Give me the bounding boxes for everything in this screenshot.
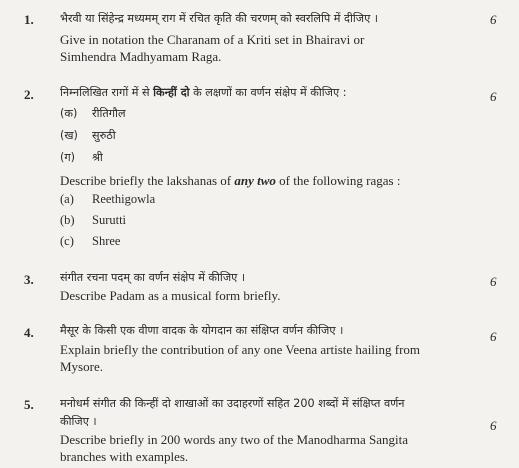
- text-segment: निम्नलिखित रागों में से: [60, 86, 154, 99]
- question-text-english-line2: Simhendra Madhyamam Raga.: [60, 49, 222, 64]
- question-number: 4.: [24, 325, 34, 340]
- text-segment: Describe briefly the lakshanas of: [60, 173, 235, 188]
- question-text-english: Describe Padam as a musical form briefly.: [60, 288, 281, 303]
- option-english-3: [60, 234, 120, 249]
- question-text-english-line1: Explain briefly the contribution of any one Veena artiste hailing from: [60, 342, 421, 357]
- question-number: 1.: [24, 12, 34, 27]
- option-text: श्री: [92, 151, 103, 164]
- question-marks: 6: [490, 274, 497, 289]
- option-text: Shree: [92, 234, 121, 248]
- option-hindi-1: [60, 106, 126, 121]
- option-hindi-3: [60, 150, 103, 165]
- question-marks: 6: [490, 12, 497, 27]
- option-label: (क): [60, 107, 78, 120]
- text-segment: of the following ragas :: [275, 173, 401, 188]
- question-marks: 6: [490, 89, 497, 104]
- question-text-hindi: संगीत रचना पदम् का वर्णन संक्षेप में कीजिए ।: [60, 271, 246, 284]
- option-label: (ख): [60, 129, 78, 142]
- question-text-hindi-line1: मनोधर्म संगीत की किन्हीं दो शाखाओं का उदाहरणों सहित 200 शब्दों में संक्षिप्त वर्णन: [60, 397, 405, 410]
- option-text: Surutti: [92, 213, 127, 227]
- option-label: (c): [60, 234, 74, 248]
- option-label: (b): [60, 213, 75, 227]
- question-text-english-line2: Mysore.: [60, 359, 103, 374]
- question-text-hindi: मैसूर के किसी एक वीणा वादक के योगदान का संक्षिप्त वर्णन कीजिए ।: [60, 324, 344, 337]
- option-text: रीतिगौल: [92, 107, 126, 120]
- option-text: Reethigowla: [92, 192, 156, 206]
- question-text-english-line1: Give in notation the Charanam of a Kriti set in Bhairavi or: [60, 32, 365, 47]
- question-text-hindi: भैरवी या सिंहेन्द्र मध्यमम् राग में रचित कृति की चरणम् को स्वरलिपि में दीजिए ।: [60, 12, 379, 25]
- question-text-english: [60, 172, 490, 189]
- emphasis-text: किन्हीं दो: [153, 86, 190, 99]
- question-marks: 6: [490, 329, 497, 344]
- question-text-hindi-line2: कीजिए ।: [60, 415, 97, 428]
- option-label: (ग): [60, 151, 76, 164]
- option-hindi-2: [60, 128, 116, 143]
- option-label: (a): [60, 192, 74, 206]
- question-marks: 6: [490, 418, 497, 433]
- question-text-english-line2: branches with examples.: [60, 449, 189, 464]
- question-number: 3.: [24, 272, 34, 287]
- question-text-hindi: [60, 84, 480, 101]
- option-english-1: [60, 192, 155, 207]
- option-english-2: [60, 213, 126, 228]
- question-text-english-line1: Describe briefly in 200 words any two of the Manodharma Sangita: [60, 432, 409, 447]
- option-text: सुरुठी: [92, 129, 116, 142]
- text-segment: के लक्षणों का वर्णन संक्षेप में कीजिए :: [189, 86, 347, 99]
- emphasis-text: any two: [234, 173, 276, 188]
- question-number: 5.: [24, 397, 34, 412]
- question-number: 2.: [24, 87, 34, 102]
